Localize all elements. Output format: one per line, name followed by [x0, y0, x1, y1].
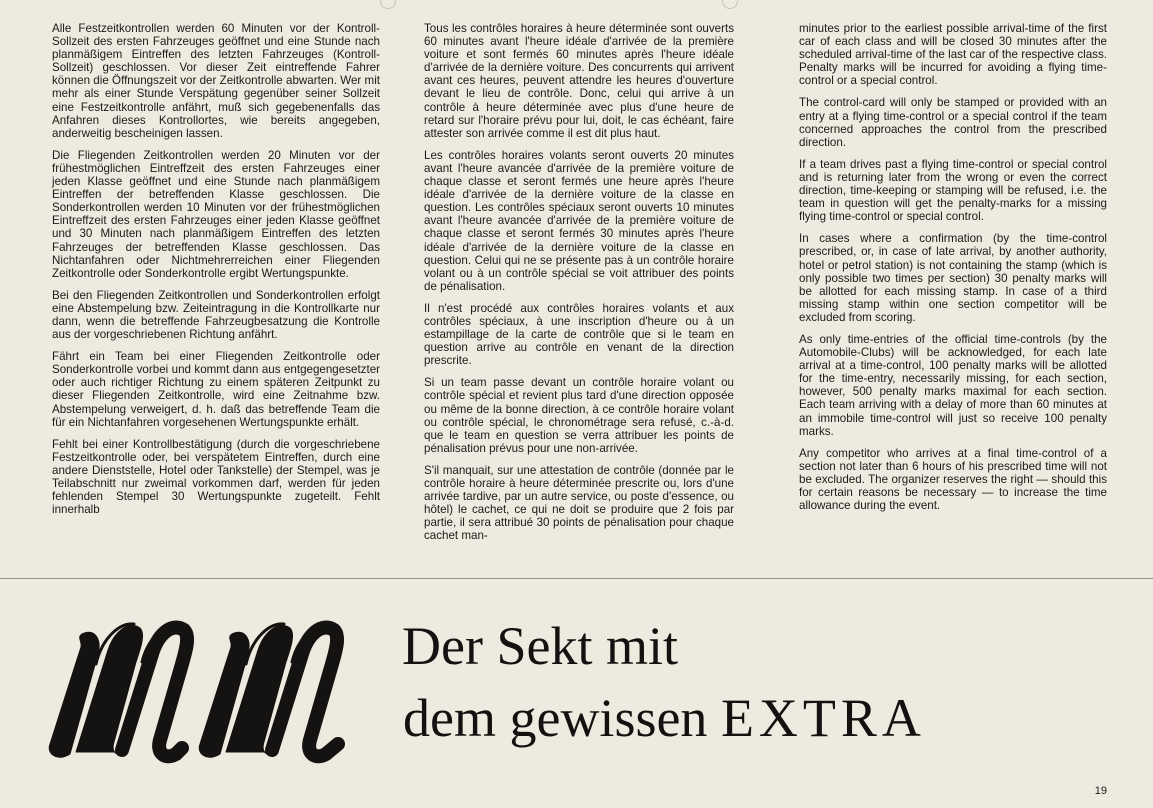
paragraph: If a team drives past a flying time-control or special control and is returning later from the wrong or even the correct direction, time-keeping or stamping will be refused, i.e. the team in question will get the penalty-marks for a missing flying time-control or special control.: [799, 157, 1107, 224]
logo-letter-m: [49, 624, 187, 757]
paragraph: Les contrôles horaires volants seront ouverts 20 minutes avant l'heure avancée d'arrivée de la première voiture de chaque classe et seront fermés une heure après l'heure idéale d'arrivée de la dernière voiture de la classe en question. Les contrôles spéciaux seront ouverts 10 minutes avant l'heure avancée d'arrivée de la première voiture de chaque classe et seront fermés 30 minutes après l'heure idéale d'arrivée de la dernière voiture de la classe en question. Celui qui ne se présente pas à un contrôle horaire volant ou à un contrôle spécial se voit attribuer des points de pénalisation.: [424, 148, 734, 293]
paragraph: As only time-entries of the official time-controls (by the Automobile-Clubs) will be acknowledged, for each late arrival at a time-control, 100 penalty marks will be allotted for the time-entry, necessarily missing, for each section, however, 500 penalty marks maximal for each section. Each team arriving with a delay of more than 60 minutes at an immobile time-control will just so receive 100 penalty marks.: [799, 332, 1107, 438]
slogan-extra: EXTRA: [720, 688, 926, 748]
paragraph: Fährt ein Team bei einer Fliegenden Zeitkontrolle oder Sonderkontrolle vorbei und kommt dann aus entgegengesetzter oder auch richtiger Richtung zu einem späteren Zeitpunkt zu dieser Fliegenden Zeitkontrolle, wird eine Zeitnahme bzw. Abstempelung verweigert, d. h. daß das betreffende Team die für ein Nichtanfahren vorgesehenen Wertungspunkte erhält.: [52, 350, 380, 429]
slogan-line-2-prefix: dem gewissen: [403, 688, 708, 748]
paragraph: S'il manquait, sur une attestation de contrôle (donnée par le contrôle horaire à heure déterminée prescrite ou, lors d'une arrivée tardive, par un autre service, ou poste d'essence, ou hôtel) le cachet, ce qui ne doit se produire que 2 fois par partie, il sera attribué 30 points de pénalisation pour chaque cachet man-: [424, 463, 734, 543]
paragraph: Bei den Fliegenden Zeitkontrollen und Sonderkontrollen erfolgt eine Abstempelung bzw. Zeiteintragung in die Kontrollkarte nur dann, wenn die betreffende Fahrzeugbesatzung die Kontrolle aus der vorgeschriebenen Richtung anfährt.: [52, 288, 380, 342]
paragraph: Il n'est procédé aux contrôles horaires volants et aux contrôles spéciaux, à une inscription d'heure ou à un estampillage de la carte de contrôle que si le team en question arrive au contrôle en venant de la direction prescrite.: [424, 301, 734, 368]
column-french: [424, 22, 734, 551]
paragraph: minutes prior to the earliest possible arrival-time of the first car of each class and will be closed 30 minutes after the scheduled arrival-time of the last car of the respective class. Penalty marks will be incurred for avoiding a flying time-control or a special control.: [799, 22, 1107, 88]
paragraph: Fehlt bei einer Kontrollbestätigung (durch die vorgeschriebene Festzeitkontrolle oder, bei verspätetem Eintreffen, durch eine andere Dienststelle, Hotel oder Tankstelle) der Stempel, was je Teilabschnitt nur zweimal vorkommen darf, werden für jeden fehlenden Stempel 30 Wertungspunkte zugeteilt. Fehlt innerhalb: [52, 437, 380, 517]
paragraph: Alle Festzeitkontrollen werden 60 Minuten vor der Kontroll-Sollzeit des ersten Fahrzeuges geöffnet und eine Stunde nach planmäßigem Eintreffen des letzten Fahrzeuges (Kontroll-Sollzeit) geschlossen. Vor dieser Zeit eintreffende Fahrer können die Öffnungszeit vor der Zeitkontrolle abwarten. Wer mit mehr als einer Stunde Verspätung gegenüber seiner Sollzeit eine Festzeitkontrolle anfährt, muß sich gegebenenfalls das Anfahren dieses Kontrollortes, wie bereits angegeben, anderweitig bescheinigen lassen.: [52, 22, 380, 140]
section-divider: [0, 578, 1153, 579]
page-number: 19: [1094, 785, 1107, 797]
paragraph: In cases where a confirmation (by the time-control prescribed, or, in case of late arrival, by another authority, hotel or petrol station) is not containing the stamp (which is only possible two times per section) 30 penalty marks will be allotted for each missing stamp. In case of a third missing stamp within one section competitor will be excluded from scoring.: [799, 232, 1107, 324]
paragraph: Any competitor who arrives at a final time-control of a section not later than 6 hours of his prescribed time will not be excluded. The organizer reserves the right — should this for certain reasons be necessary — to increase the time allowance during the event.: [799, 446, 1107, 513]
mm-logo-icon: [36, 594, 376, 774]
binder-hole: [722, 0, 738, 9]
paragraph: Si un team passe devant un contrôle horaire volant ou contrôle spécial et revient plus tard d'une direction opposée ou même de la bonne direction, à ce contrôle horaire volant ou contrôle spécial, le chronométrage sera refusé, c.-à-d. que le team en question se verra attribuer les points de pénalisation prévus pour une non-arrivée.: [424, 376, 734, 455]
paragraph: Tous les contrôles horaires à heure déterminée sont ouverts 60 minutes avant l'heure idéale d'arrivée de la première voiture et sont fermés 60 minutes après l'heure idéale d'arrivée de la dernière voiture. Des concurrents qui arrivent avant ces heures, peuvent attendre les heures d'ouverture devant le lieu de contrôle. Donc, celui qui arrive à un contrôle à heure déterminée avec plus d'une heure de retard sur l'horaire prévu pour lui, doit, le cas échéant, faire attester son arrivée comme il est dit plus haut.: [424, 22, 734, 140]
advertisement-slogan: [402, 610, 926, 754]
binder-hole: [380, 0, 396, 9]
slogan-line-1: Der Sekt mit: [402, 616, 678, 676]
logo-letter-m: [199, 624, 338, 757]
paragraph: Die Fliegenden Zeitkontrollen werden 20 Minuten vor der frühestmöglichen Eintreffzeit des ersten Fahrzeuges einer jeden Klasse geöffnet und eine Stunde nach planmäßigem Eintreffen der betreffenden Klasse geschlossen. Die Sonderkontrollen werden 10 Minuten vor der frühestmöglichen Eintreffzeit des ersten Fahrzeuges einer jeden Klasse geöffnet und 30 Minuten nach planmäßigem Eintreffen des letzten Fahrzeuges der betreffenden Klasse geschlossen. Das Nichtanfahren oder Nichtmehrerreichen einer Fliegenden Zeitkontrolle oder Sonderkontrolle ergibt Wertungspunkte.: [52, 148, 380, 280]
slogan-line-2: [403, 682, 926, 754]
column-english: [799, 22, 1107, 521]
paragraph: The control-card will only be stamped or provided with an entry at a flying time-control or a special control if the team concerned approaches the control from the prescribed direction.: [799, 96, 1107, 149]
column-german: [52, 22, 380, 525]
